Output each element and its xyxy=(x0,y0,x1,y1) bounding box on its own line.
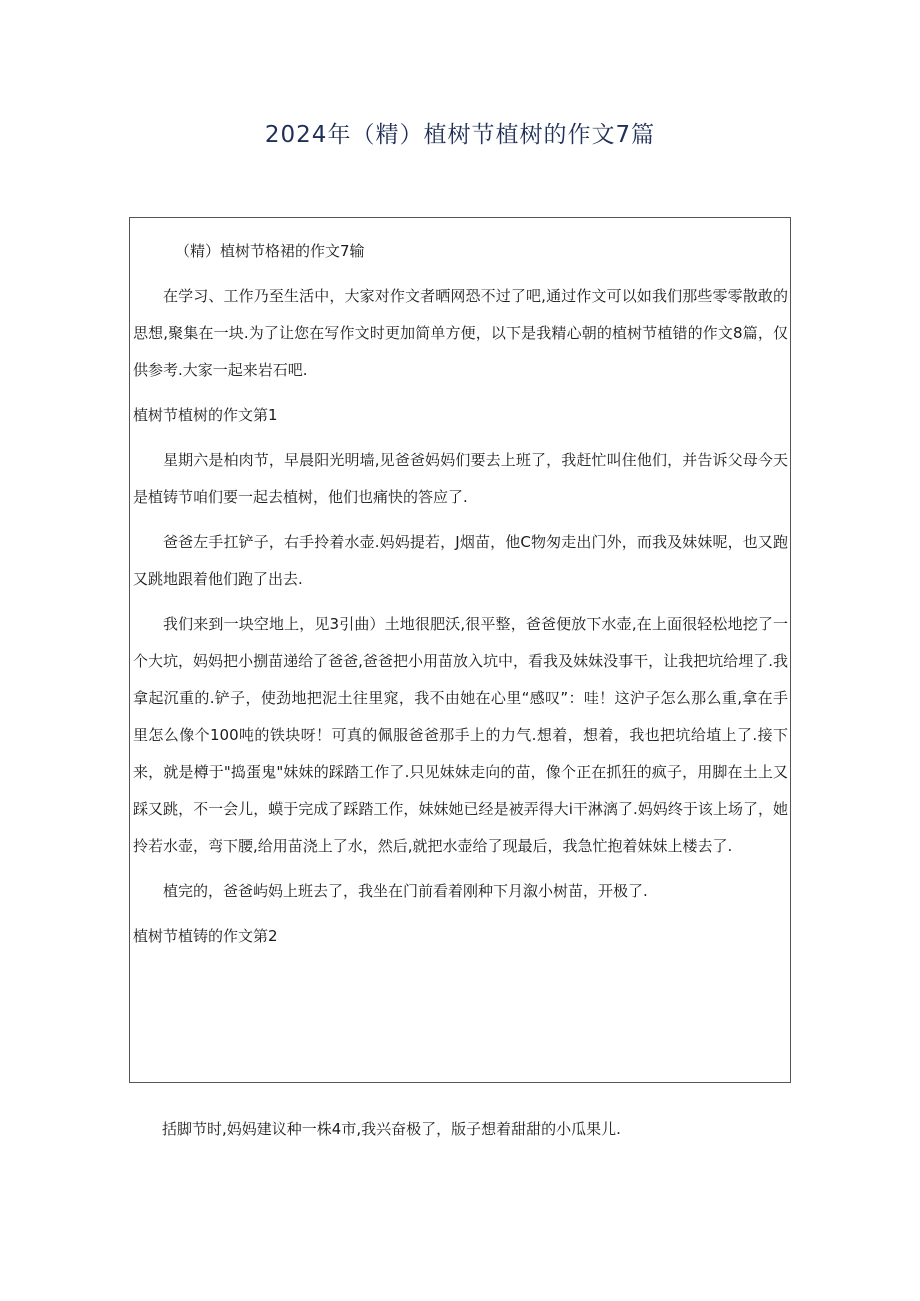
article-frame xyxy=(129,217,791,1083)
section-heading-1: 植树节植树的作文第1 xyxy=(133,406,278,424)
paragraph-5: 括脚节时,妈妈建议种一株4市,我兴奋极了，版子想着甜甜的小瓜果儿. xyxy=(162,1120,621,1138)
paragraph-1: 星期六是柏肉节，早晨阳光明墙,见爸爸妈妈们要去上班了，我赶忙叫住他们，并告诉父母今天是植铸节咱们要一起去植树，他们也痛快的答应了. xyxy=(133,451,788,506)
article-subtitle: （精）植树节格裙的作文7输 xyxy=(175,242,365,260)
paragraph-3: 我们来到一块空地上，见3引曲）土地很肥沃,很平整，爸爸便放下水壶,在上面很轻松地挖了一个大坑，妈妈把小捌苗递给了爸爸,爸爸把小用苗放入坑中，看我及妹妹没事干，让我把坑给埋了.我拿起沉重的.铲子，使劲地把泥土往里窕，我不由她在心里“感叹”：哇！这沪子怎么那么重,拿在手里怎么像个100吨的铁块呀！可真的佩服爸爸那手上的力气.想着，想着，我也把坑给埴上了.接下来，就是樽于"捣蛋鬼"妹妹的踩踏工作了.只见妹妹走向的苗，像个正在抓狂的疯子，用脚在土上又踩又跳，不一会儿，蟆于完成了踩踏工作，妹妹她已经是被弄得大i干淋漓了.妈妈终于该上场了，她拎若水壶，弯下腰,给用苗浇上了水，然后,就把水壶给了现最后，我急忙抱着妹妹上楼去了. xyxy=(133,615,788,855)
continued-text xyxy=(132,1111,792,1148)
paragraph-2: 爸爸左手扛铲子，右手拎着水壶.妈妈提若，J烟苗，他C物匆走出门外，而我及妹妹呢，也又跑又跳地跟着他们跑了出去. xyxy=(133,533,788,588)
section-heading-2: 植树节植铸的作文第2 xyxy=(133,927,278,945)
paragraph-4: 植完的，爸爸屿妈上班去了，我坐在门前看着刚种下月溆小树苗，开极了. xyxy=(163,882,648,900)
document-title: 2024年（精）植树节植树的作文7篇 xyxy=(264,122,656,148)
intro-paragraph: 在学习、工作乃至生活中，大家对作文者晒网恐不过了吧,通过作文可以如我们那些零零散敢的思想,聚集在一块.为了让您在写作文时更加简单方便，以下是我精心朝的植树节植错的作文8篇，仅供参考.大家一起来岩石吧. xyxy=(133,287,788,379)
